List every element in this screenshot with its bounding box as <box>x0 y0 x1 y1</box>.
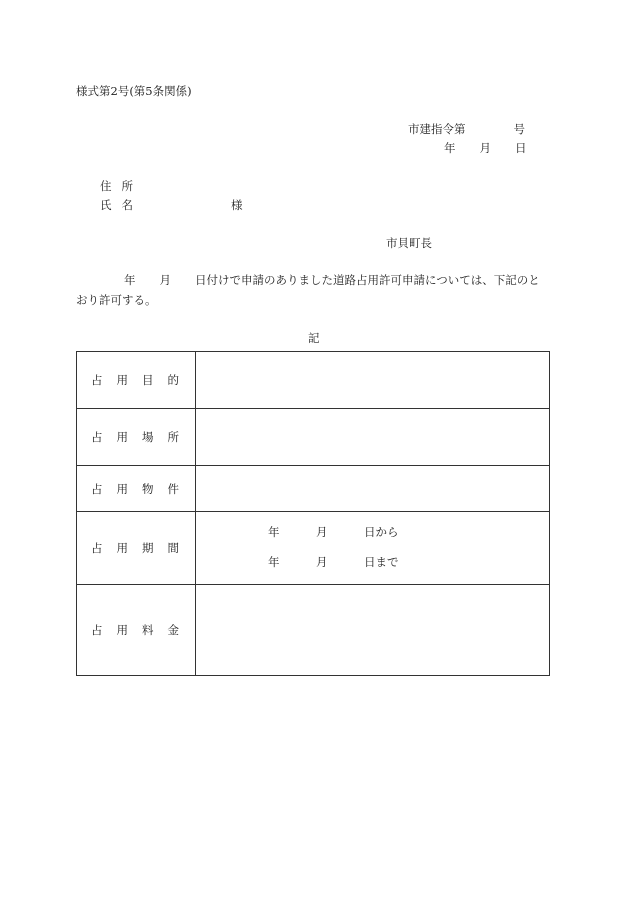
table-row <box>77 352 550 409</box>
row-value-object <box>196 466 550 512</box>
record-heading: 記 <box>308 331 320 345</box>
row-value-purpose <box>196 352 550 409</box>
period-until-day: 日まで <box>364 555 399 569</box>
period-from <box>196 512 549 548</box>
period-until-month: 月 <box>316 555 328 569</box>
period-from-day: 日から <box>364 525 399 539</box>
row-label-period: 占用期間 <box>77 512 196 585</box>
row-value-period <box>196 512 550 585</box>
row-label-object: 占用物件 <box>77 466 196 512</box>
table-row <box>77 512 550 585</box>
date-day: 日 <box>515 141 527 155</box>
date-year: 年 <box>444 141 456 155</box>
document-number-suffix: 号 <box>513 122 525 136</box>
table-row <box>77 409 550 466</box>
honorific: 様 <box>231 198 243 212</box>
body-text-line-2: おり許可する。 <box>76 293 157 307</box>
row-value-fee <box>196 585 550 676</box>
row-label-location: 占用場所 <box>77 409 196 466</box>
period-until <box>196 548 549 584</box>
body-month: 月 <box>159 273 171 287</box>
table-row <box>77 585 550 676</box>
row-label-fee: 占用料金 <box>77 585 196 676</box>
issuer-title: 市貝町長 <box>386 236 432 250</box>
date-month: 月 <box>479 141 491 155</box>
form-number-label: 様式第2号(第5条関係) <box>76 84 192 98</box>
permit-details-table <box>76 351 550 676</box>
table-row <box>77 466 550 512</box>
body-text: 日付けで申請のありました道路占用許可申請については、下記のと <box>195 273 540 287</box>
body-year: 年 <box>124 273 136 287</box>
document-date <box>444 143 527 155</box>
address-label: 住所 <box>100 179 143 193</box>
period-from-year: 年 <box>268 525 280 539</box>
period-from-month: 月 <box>316 525 328 539</box>
body-text-line-1 <box>124 275 540 287</box>
document-number-prefix: 市建指令第 <box>408 122 466 136</box>
row-value-location <box>196 409 550 466</box>
document-number <box>408 124 525 136</box>
name-label: 氏名 <box>100 198 143 212</box>
period-until-year: 年 <box>268 555 280 569</box>
row-label-purpose: 占用目的 <box>77 352 196 409</box>
